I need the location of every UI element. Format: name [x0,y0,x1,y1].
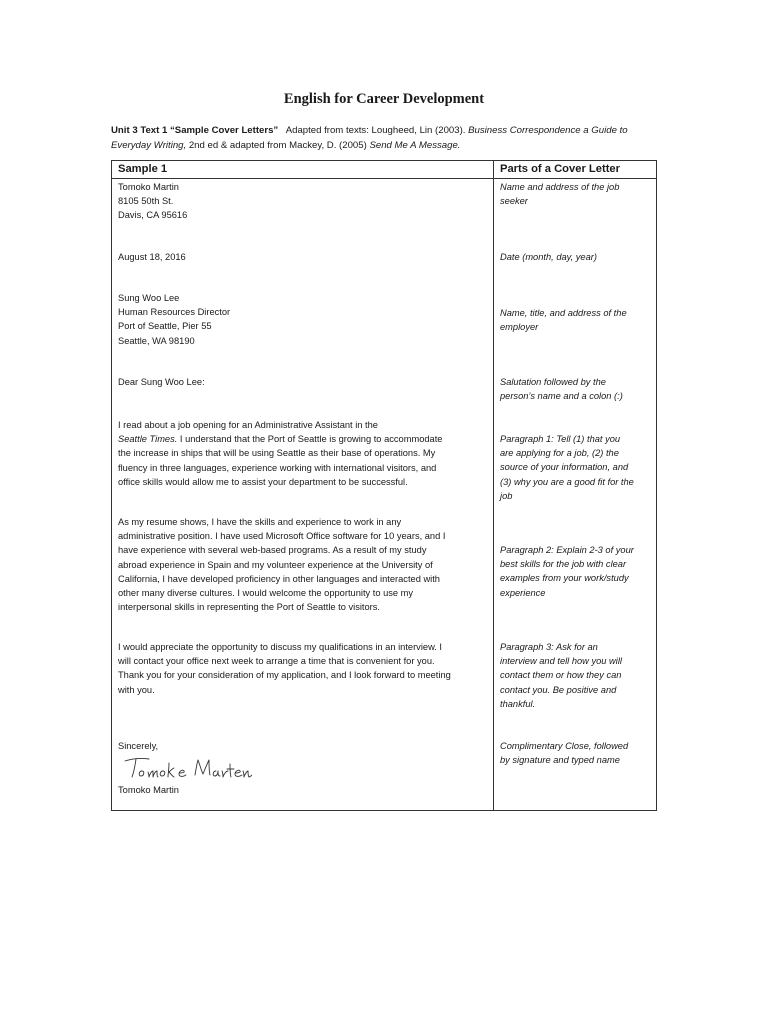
note-line: thankful. [500,698,536,709]
note-line: Salutation followed by the [500,377,606,387]
paragraph-line: administrative position. I have used Microsoft Office software for 10 years, and I [118,531,446,542]
paragraph-line: California, I have developed proficiency in other languages and interacted with [118,573,440,584]
note-line: best skills for the job with clear [500,559,627,570]
paragraph-3 [118,640,451,697]
note-line: seeker [500,196,528,207]
paragraph-line [118,432,442,446]
employer-name: Sung Woo Lee [118,293,180,303]
note-date: Date (month, day, year) [500,252,597,262]
book-title-2: Send Me A Message. [369,140,461,151]
note-closing [500,739,628,767]
book-title-1: Business Correspondence a Guide to [468,125,628,136]
book-title-1-cont: Everyday Writing, [111,140,187,151]
adapted-text: Adapted from texts: Lougheed, Lin (2003). [285,125,466,136]
paragraph-2 [118,515,445,614]
source-citation [111,123,661,153]
note-salutation [500,375,623,403]
note-paragraph-3 [500,640,622,711]
paragraph-line: have experience with several web-based programs. As a result of my study [118,545,427,556]
salutation: Dear Sung Woo Lee: [118,377,205,387]
note-line: contact you. Be positive and [500,684,617,695]
employer-street: Port of Seattle, Pier 55 [118,321,212,332]
sender-name: Tomoko Martin [118,182,179,192]
note-line: contact them or how they can [500,670,622,681]
paragraph-line: with you. [118,684,155,695]
paragraph-line: As my resume shows, I have the skills and experience to work in any [118,517,402,527]
paragraph-line: Thank you for your consideration of my application, and I look forward to meeting [118,670,451,681]
sender-city: Davis, CA 95616 [118,210,188,221]
sender-street: 8105 50th St. [118,196,174,207]
paragraph-line: other many diverse cultures. I would welcome the opportunity to use my [118,588,414,599]
paragraph-line: abroad experience in Spain and my volunteer experience at the University of [118,559,433,570]
letter-date: August 18, 2016 [118,252,186,262]
table-header [112,161,656,179]
paragraph-line: fluency in three languages, experience working with international visitors, and [118,462,437,473]
note-line: Paragraph 2: Explain 2-3 of your [500,545,634,555]
paragraph-line: office skills would allow me to assist your department to be successful. [118,476,408,487]
note-line: (3) why you are a good fit for the [500,476,634,487]
note-line: Complimentary Close, followed [500,741,629,751]
col-header-sample: Sample 1 [118,163,168,175]
note-line: Name and address of the job [500,182,620,192]
note-paragraph-1 [500,432,634,503]
note-line: Paragraph 1: Tell (1) that you [500,434,621,444]
note-line: Name, title, and address of the [500,308,627,318]
handwritten-signature [122,753,252,783]
note-address [500,180,619,208]
note-line: source of your information, and [500,462,629,473]
column-divider [493,161,494,810]
paragraph-line: will contact your office next week to arrange a time that is convenient for you. [118,656,435,667]
employer-title: Human Resources Director [118,307,231,318]
page-title: English for Career Development [283,91,485,107]
note-line: person’s name and a colon (:) [500,391,623,402]
note-line: experience [500,587,546,598]
sender-address [118,180,187,223]
cover-letter-table [111,160,657,811]
note-line: interview and tell how you will [500,656,622,667]
paragraph-line: interpersonal skills in representing the Port of Seattle to visitors. [118,602,380,613]
employer-address [118,291,230,348]
paragraph-line: the increase in ships that will be using Seattle as their base of operations. My [118,448,436,459]
paragraph-1 [118,418,442,489]
newspaper-name: Seattle Times. [118,434,178,445]
edition-text: 2nd ed & adapted from Mackey, D. (2005) [188,140,367,151]
employer-city: Seattle, WA 98190 [118,335,195,346]
note-line: job [500,490,513,501]
note-line: are applying for a job, (2) the [500,448,619,459]
paragraph-line: I read about a job opening for an Administrative Assistant in the [118,420,378,430]
note-paragraph-2 [500,543,634,600]
paragraph-line: I would appreciate the opportunity to discuss my qualifications in an interview. I [118,642,443,652]
typed-name: Tomoko Martin [118,785,179,795]
note-line: by signature and typed name [500,755,620,766]
note-line: examples from your work/study [500,573,629,584]
note-employer [500,306,627,334]
unit-label: Unit 3 Text 1 “Sample Cover Letters” [111,125,279,136]
col-header-parts: Parts of a Cover Letter [500,163,620,175]
note-line: employer [500,322,539,333]
closing: Sincerely, [118,741,159,751]
note-line: Paragraph 3: Ask for an [500,642,598,652]
paragraph-text: I understand that the Port of Seattle is growing to accommodate [177,434,443,445]
